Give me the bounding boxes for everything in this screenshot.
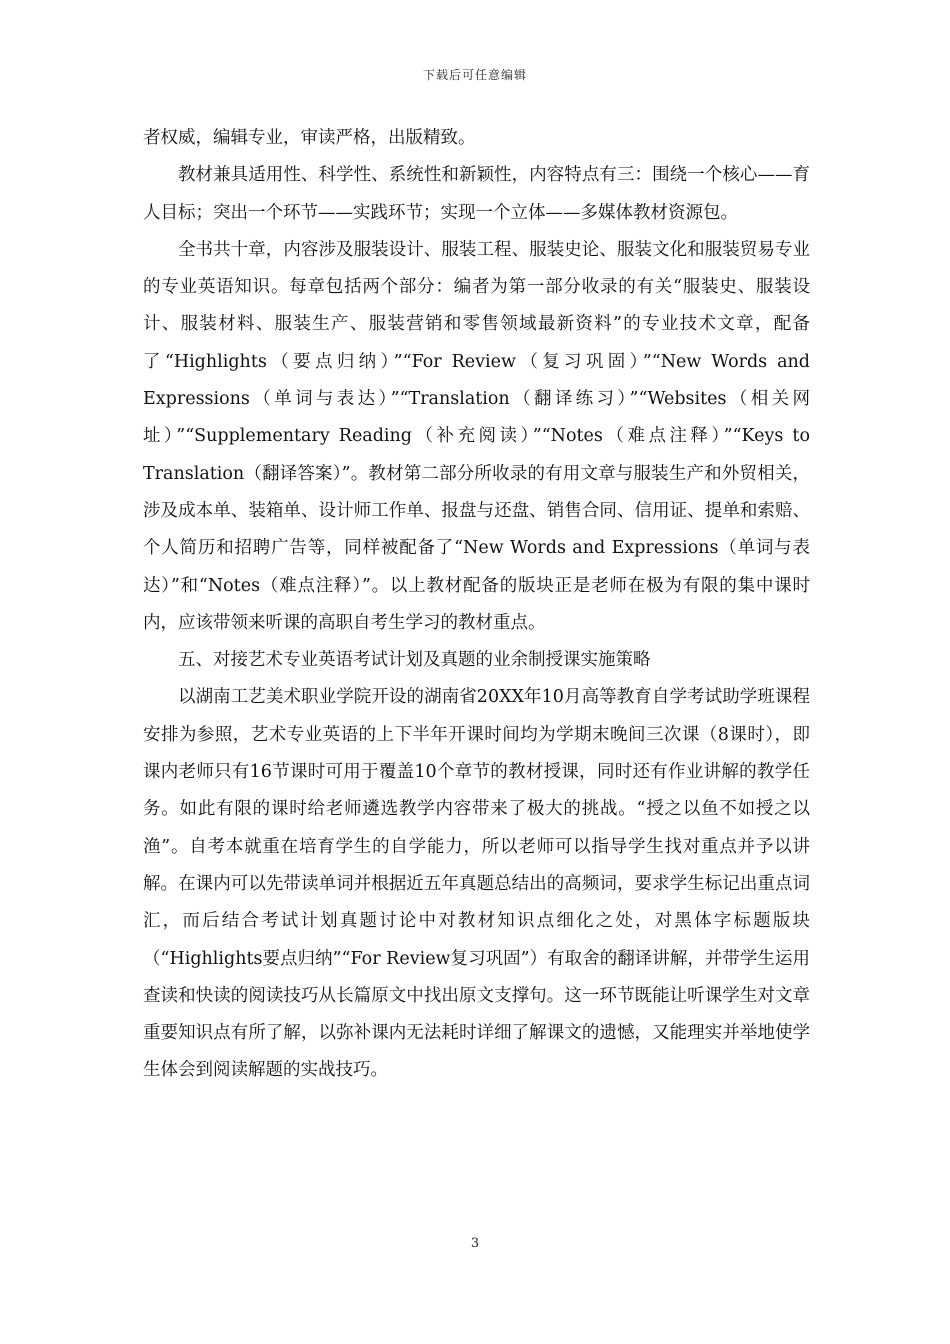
paragraph-book-structure: 全书共十章，内容涉及服装设计、服装工程、服装史论、服装文化和服装贸易专业的专业英语知识。每章包括两个部分：编者为第一部分收录的有关“服装史、服装设计、服装材料、服装生产、服装营销和零售领域最新资料”的专业技术文章，配备了“Highlights（要点归纳）”“For Review（复习巩固）”“New Words and Expressions（单词与表达）”“Translation（翻译练习）”“Websites（相关网址）”“Supplementary Reading（补充阅读）”“Notes（难点注释）”“Keys to Translation（翻译答案）”。教材第二部分所收录的有用文章与服装生产和外贸相关，涉及成本单、装箱单、设计师工作单、报盘与还盘、销售合同、信用证、提单和索赔、个人简历和招聘广告等，同样被配备了“New Words and Expressions（单词与表达）”和“Notes（难点注释）”。以上教材配备的版块正是老师在极为有限的集中课时内，应该带领来听课的高职自考生学习的教材重点。	[143, 239, 810, 633]
document-body	[143, 120, 810, 1090]
paragraph-continuation: 者权威，编辑专业，审读严格，出版精致。	[143, 128, 476, 148]
page-number: 3	[470, 1236, 480, 1251]
page-header: 下载后可任意编辑	[422, 68, 527, 82]
section-heading: 五、对接艺术专业英语考试计划及真题的业余制授课实施策略	[178, 650, 651, 671]
paragraph-teaching-strategy: 以湖南工艺美术职业学院开设的湖南省20XX年10月高等教育自学考试助学班课程安排为参照，艺术专业英语的上下半年开课时间均为学期末晚间三次课（8课时），即课内老师只有16节课时可用于覆盖10个章节的教材授课，同时还有作业讲解的教学任务。如此有限的课时给老师遴选教学内容带来了极大的挑战。“授之以鱼不如授之以渔”。自考本就重在培育学生的自学能力，所以老师可以指导学生找对重点并予以讲解。在课内可以先带读单词并根据近五年真题总结出的高频词，要求学生标记出重点词汇，而后结合考试计划真题讨论中对教材知识点细化之处，对黑体字标题版块（“Highlights要点归纳”“For Review复习巩固”）有取舍的翻译讲解，并带学生运用查读和快读的阅读技巧从长篇原文中找出原文支撑句。这一环节既能让听课学生对文章重要知识点有所了解，以弥补课内无法耗时详细了解课文的遗憾，又能理实并举地使学生体会到阅读解题的实战技巧。	[143, 687, 810, 1081]
paragraph-textbook-features: 教材兼具适用性、科学性、系统性和新颖性，内容特点有三：围绕一个核心——育人目标；突出一个环节——实践环节；实现一个立体——多媒体教材资源包。	[143, 165, 810, 223]
